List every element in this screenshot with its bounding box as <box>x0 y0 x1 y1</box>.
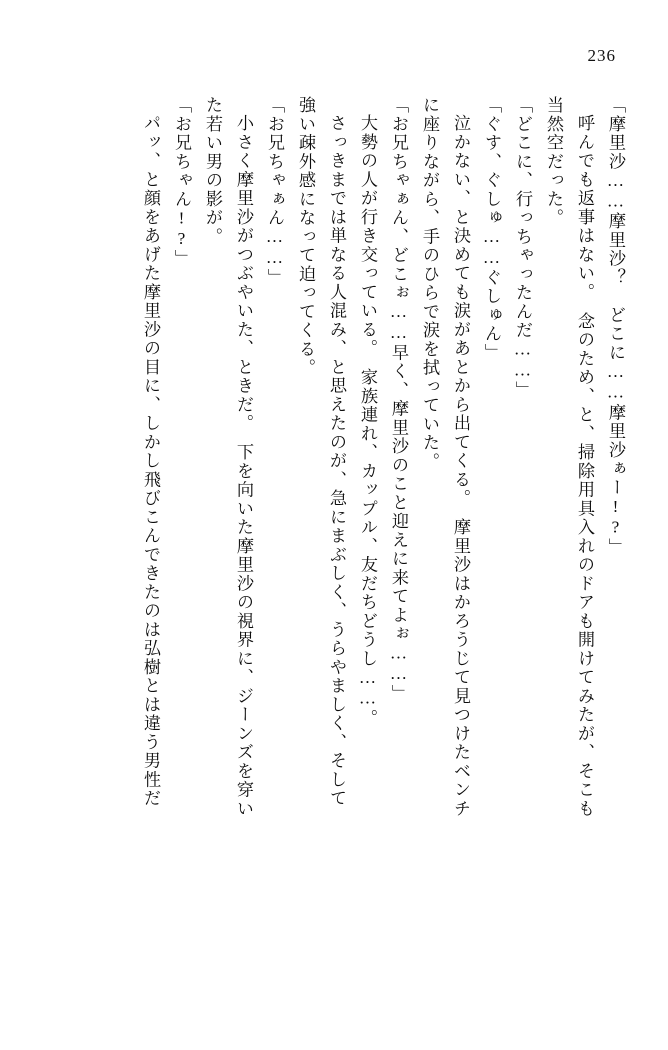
body-text-columns <box>44 96 624 1026</box>
text-line: 大勢の人が行き交っている。 家族連れ、カップル、友だちどうし……。 <box>358 114 377 728</box>
text-line: 小さく摩里沙がつぶやいた、ときだ。 下を向いた摩里沙の視界に、ジーンズを穿い <box>234 114 253 818</box>
text-line: 「お兄ちゃぁん……」 <box>265 96 284 288</box>
text-line: 「摩里沙……摩里沙？ どこに……摩里沙ぁー!?」 <box>606 96 625 557</box>
text-line: 泣かない、と決めても涙があとから出てくる。 摩里沙はかろうじて見つけたベンチ <box>451 114 470 818</box>
page-number: 236 <box>587 46 616 65</box>
text-line: に座りながら、手のひらで涙を拭っていた。 <box>420 96 439 471</box>
text-line: た若い男の影が。 <box>203 96 222 246</box>
text-line: 「ぐす、ぐしゅ……ぐしゅん」 <box>482 96 501 363</box>
text-line: 「どこに、行っちゃったんだ……」 <box>513 96 532 400</box>
text-line: 当然空だった。 <box>544 96 563 228</box>
text-line: 呼んでも返事はない。 念のため、と、掃除用具入れのドアも開けてみたが、そこも <box>575 114 594 818</box>
text-line: さっきまでは単なる人混み、と思えたのが、急にまぶしく、うらやましく、そして <box>327 114 346 808</box>
text-line: パッ、と顔をあげた摩里沙の目に、しかし飛びこんできたのは弘樹とは違う男性だ <box>141 114 160 808</box>
text-line: 強い疎外感になって迫ってくる。 <box>296 96 315 378</box>
text-line: 「お兄ちゃぁん、どこぉ……早く、摩里沙のこと迎えに来てよぉ……」 <box>389 96 408 704</box>
text-line: 「お兄ちゃん!?」 <box>172 96 191 269</box>
